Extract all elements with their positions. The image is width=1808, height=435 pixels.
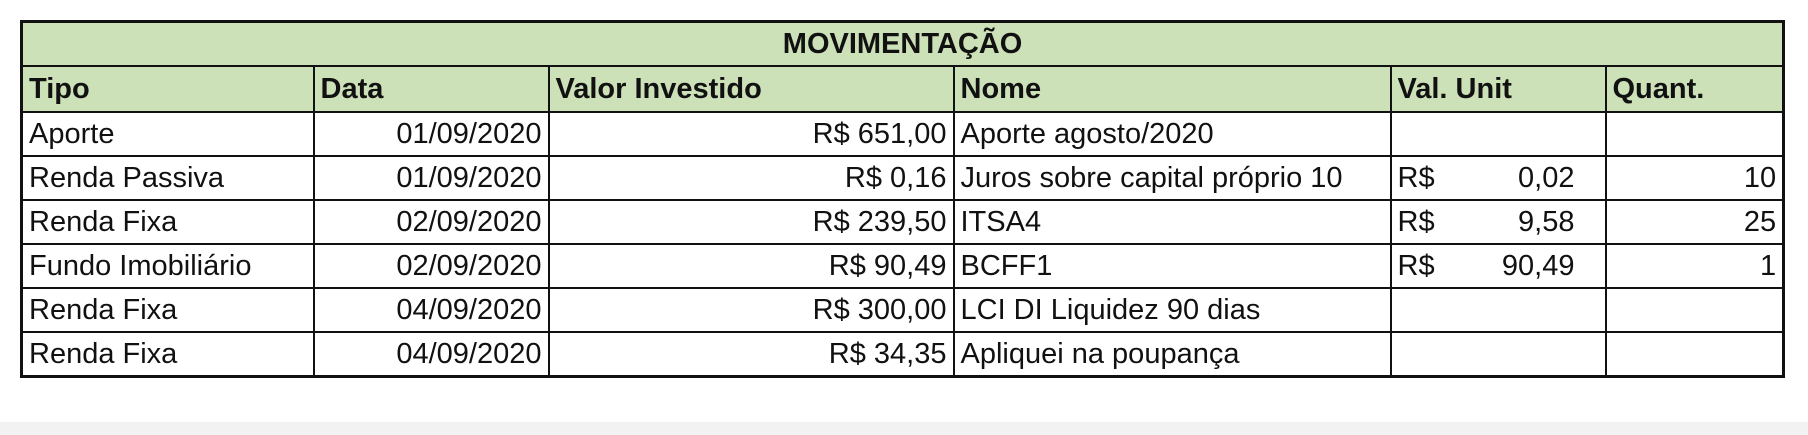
cell-tipo[interactable]: Renda Fixa	[22, 332, 314, 377]
header-row	[22, 66, 1784, 112]
val-unit-currency: R$	[1397, 249, 1435, 282]
val-unit-amount: 0,02	[1518, 161, 1575, 194]
cell-nome[interactable]: BCFF1	[954, 244, 1391, 288]
cell-valor[interactable]: R$ 0,16	[549, 156, 954, 200]
cell-data[interactable]: 02/09/2020	[314, 244, 549, 288]
val-unit-amount: 9,58	[1518, 205, 1575, 238]
cell-nome[interactable]: LCI DI Liquidez 90 dias	[954, 288, 1391, 332]
table-row	[22, 288, 1784, 332]
cell-nome[interactable]: Apliquei na poupança	[954, 332, 1391, 377]
cell-quant[interactable]: 1	[1606, 244, 1784, 288]
cell-valor[interactable]: R$ 90,49	[549, 244, 954, 288]
cell-tipo[interactable]: Renda Passiva	[22, 156, 314, 200]
cell-data[interactable]: 04/09/2020	[314, 332, 549, 377]
cell-val-unit[interactable]	[1391, 332, 1606, 377]
table-row	[22, 156, 1784, 200]
cell-valor[interactable]: R$ 300,00	[549, 288, 954, 332]
table-row	[22, 244, 1784, 288]
spreadsheet-area	[20, 20, 1788, 410]
cell-val-unit[interactable]	[1391, 112, 1606, 156]
val-unit-currency: R$	[1397, 161, 1435, 194]
cell-data[interactable]: 01/09/2020	[314, 112, 549, 156]
bottom-band	[0, 422, 1808, 435]
header-data[interactable]: Data	[314, 66, 549, 112]
header-nome[interactable]: Nome	[954, 66, 1391, 112]
movimentacao-table	[20, 20, 1785, 378]
cell-quant[interactable]: 25	[1606, 200, 1784, 244]
cell-data[interactable]: 02/09/2020	[314, 200, 549, 244]
table-row	[22, 112, 1784, 156]
cell-quant[interactable]	[1606, 332, 1784, 377]
cell-tipo[interactable]: Fundo Imobiliário	[22, 244, 314, 288]
cell-nome[interactable]: Aporte agosto/2020	[954, 112, 1391, 156]
val-unit-amount: 90,49	[1501, 249, 1575, 282]
cell-val-unit[interactable]	[1391, 156, 1606, 200]
cell-tipo[interactable]: Renda Fixa	[22, 200, 314, 244]
cell-val-unit[interactable]	[1391, 200, 1606, 244]
table-row	[22, 332, 1784, 377]
cell-data[interactable]: 04/09/2020	[314, 288, 549, 332]
val-unit-currency: R$	[1397, 205, 1435, 238]
header-valor-investido[interactable]: Valor Investido	[549, 66, 954, 112]
header-tipo[interactable]: Tipo	[22, 66, 314, 112]
cell-quant[interactable]: 10	[1606, 156, 1784, 200]
cell-nome[interactable]: ITSA4	[954, 200, 1391, 244]
cell-valor[interactable]: R$ 239,50	[549, 200, 954, 244]
cell-quant[interactable]	[1606, 288, 1784, 332]
cell-valor[interactable]: R$ 651,00	[549, 112, 954, 156]
header-val-unit[interactable]: Val. Unit	[1391, 66, 1606, 112]
title-row	[22, 22, 1784, 67]
cell-nome[interactable]: Juros sobre capital próprio 10	[954, 156, 1391, 200]
cell-val-unit[interactable]	[1391, 288, 1606, 332]
cell-quant[interactable]	[1606, 112, 1784, 156]
table-title[interactable]: MOVIMENTAÇÃO	[22, 22, 1784, 67]
cell-tipo[interactable]: Aporte	[22, 112, 314, 156]
table-row	[22, 200, 1784, 244]
cell-val-unit[interactable]	[1391, 244, 1606, 288]
header-quant[interactable]: Quant.	[1606, 66, 1784, 112]
cell-data[interactable]: 01/09/2020	[314, 156, 549, 200]
cell-valor[interactable]: R$ 34,35	[549, 332, 954, 377]
cell-tipo[interactable]: Renda Fixa	[22, 288, 314, 332]
